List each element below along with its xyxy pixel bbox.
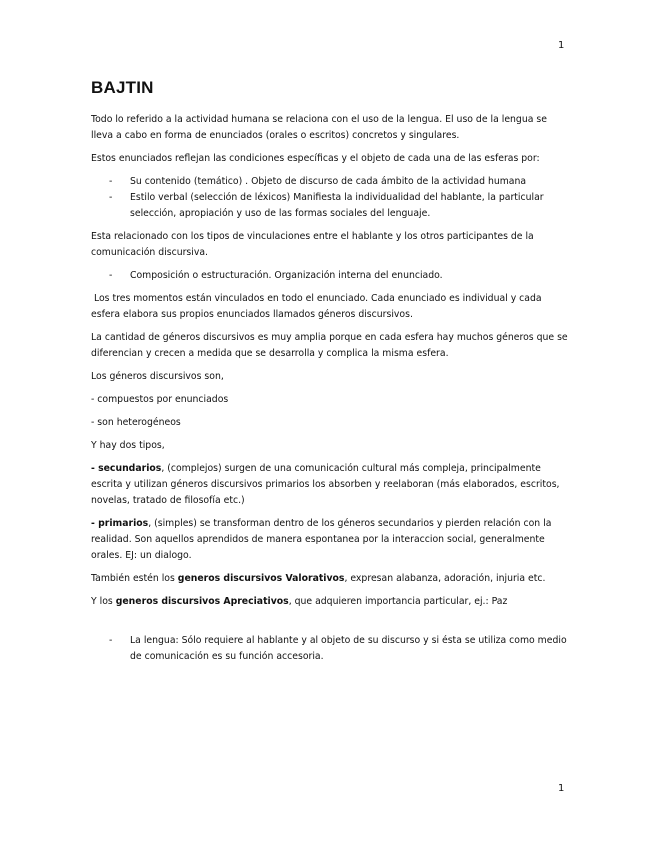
paragraph-intro: Todo lo referido a la actividad humana se relaciona con el uso de la lengua. El uso de la lengua se lleva a cabo en forma de enunciados (orales o escritos) concretos y singulares. (91, 114, 547, 141)
term-valorativos: generos discursivos Valorativos (177, 573, 345, 584)
text-valorativos-before: También estén los (91, 573, 178, 584)
list-item-text: La lengua: Sólo requiere al hablante y al objeto de su discurso y si ésta se utiliza como medio de comunicación es su función accesoria. (130, 635, 567, 662)
bullet-list-lengua (91, 633, 571, 665)
bullet-list-composicion (91, 268, 571, 284)
document-body (91, 78, 571, 672)
list-item-text: Composición o estructuración. Organización interna del enunciado. (130, 270, 443, 281)
paragraph-heterogeneos: - son heterogéneos (91, 417, 181, 428)
term-primarios: - primarios (91, 518, 149, 529)
list-item (91, 174, 571, 190)
paragraph-secundarios (91, 461, 571, 509)
dash-bullet: - (109, 176, 113, 187)
text-primarios: , (simples) se transforman dentro de los géneros secundarios y pierden relación con la realidad. Son aquellos aprendidos de manera espontanea por la interaccion social, generalmente orales. EJ: un dialogo. (91, 518, 552, 561)
dash-bullet: - (109, 635, 113, 646)
paragraph-tres-momentos: Los tres momentos están vinculados en todo el enunciado. Cada enunciado es individual y cada esfera elabora sus propios enunciados llamados géneros discursivos. (91, 293, 545, 320)
page-title: BAJTIN (91, 78, 154, 97)
term-secundarios: - secundarios (91, 463, 162, 474)
dash-bullet: - (109, 270, 113, 281)
term-apreciativos: generos discursivos Apreciativos (115, 596, 289, 607)
text-apreciativos-before: Y los (91, 596, 116, 607)
list-item (91, 190, 571, 222)
page-number-top: 1 (558, 40, 565, 51)
text-secundarios: , (complejos) surgen de una comunicación cultural más compleja, principalmente escrita y utilizan géneros discursivos primarios los absorben y reelaboran (más elaborados, escritos, novelas, tratado de filosofía etc.) (91, 463, 560, 506)
paragraph-valorativos (91, 571, 571, 587)
bullet-list-esferas (91, 174, 571, 222)
dash-bullet: - (109, 192, 113, 203)
text-apreciativos-after: , que adquieren importancia particular, ej.: Paz (288, 596, 508, 607)
paragraph-compuestos: - compuestos por enunciados (91, 394, 229, 405)
paragraph-enunciados: Estos enunciados reflejan las condiciones específicas y el objeto de cada una de las esferas por: (91, 153, 540, 164)
list-item (91, 633, 571, 665)
page-number-bottom: 1 (558, 783, 565, 794)
paragraph-vinculaciones: Esta relacionado con los tipos de vinculaciones entre el hablante y los otros participantes de la comunicación discursiva. (91, 231, 534, 258)
paragraph-apreciativos (91, 594, 571, 610)
paragraph-cantidad: La cantidad de géneros discursivos es muy amplia porque en cada esfera hay muchos géneros que se diferencian y crecen a medida que se desarrolla y complica la misma esfera. (91, 332, 568, 359)
blank-line (91, 617, 571, 633)
list-item (91, 268, 571, 284)
text-valorativos-after: , expresan alabanza, adoración, injuria etc. (344, 573, 546, 584)
paragraph-generos-son: Los géneros discursivos son, (91, 371, 224, 382)
list-item-text: Estilo verbal (selección de léxicos) Manifiesta la individualidad del hablante, la particular selección, apropiación y uso de las formas sociales del lenguaje. (130, 192, 544, 219)
list-item-text: Su contenido (temático) . Objeto de discurso de cada ámbito de la actividad humana (130, 176, 527, 187)
paragraph-dos-tipos: Y hay dos tipos, (91, 440, 165, 451)
paragraph-primarios (91, 516, 571, 564)
